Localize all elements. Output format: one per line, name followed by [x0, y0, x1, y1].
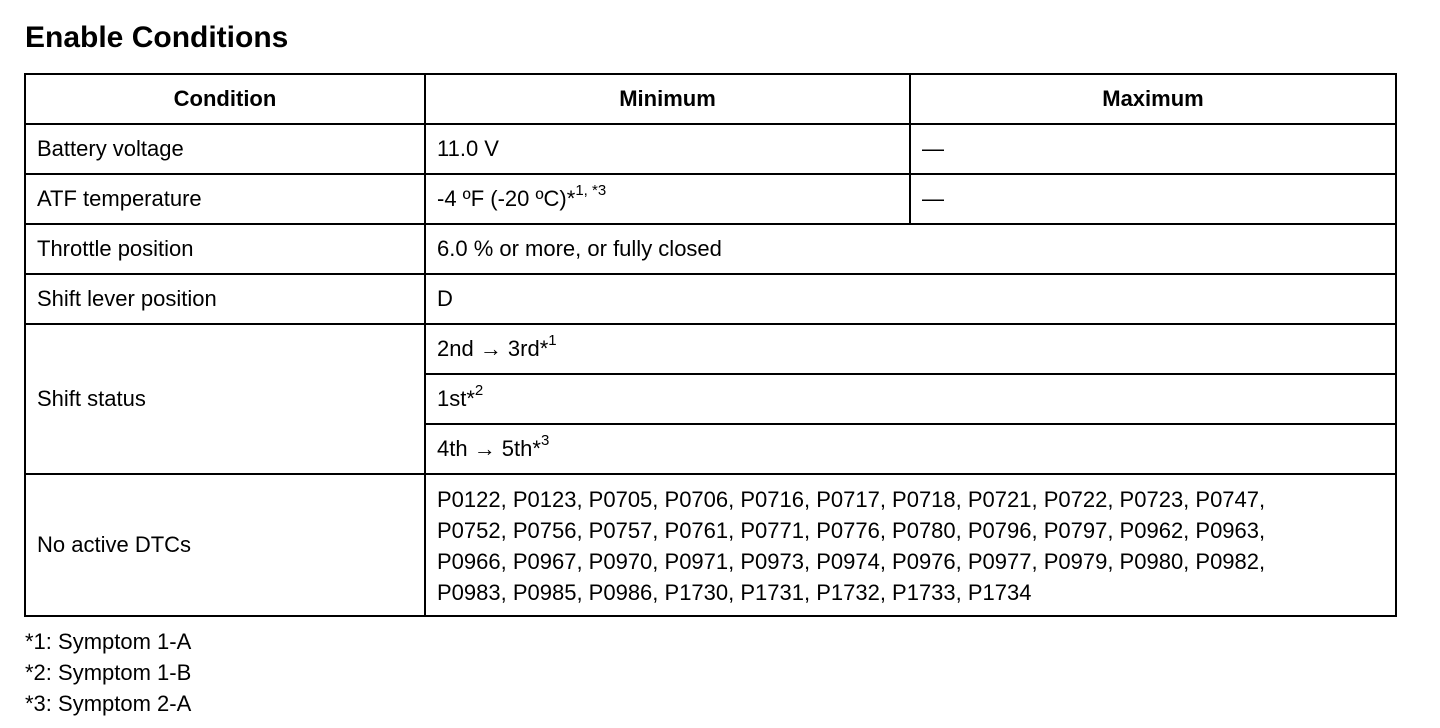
atf-min-footnote-ref: 1, *3: [575, 181, 607, 199]
dtcs-line: P0122, P0123, P0705, P0706, P0716, P0717, P0718, P0721, P0722, P0723, P0747,: [437, 487, 1266, 512]
footnote-2: *2: Symptom 1-B: [25, 660, 192, 685]
shift-status-text: 2nd → 3rd*: [437, 336, 549, 361]
table-row-shift-status-1: [25, 324, 1396, 374]
enable-conditions-table: [24, 73, 1397, 617]
dtcs-line: P0966, P0967, P0970, P0971, P0973, P0974, P0976, P0977, P0979, P0980, P0982,: [437, 549, 1266, 574]
shift-status-item: [425, 424, 1396, 474]
shift-status-text: 1st*: [437, 386, 475, 411]
header-minimum: Minimum: [425, 74, 910, 124]
table-header-row: [25, 74, 1396, 124]
throttle-label: Throttle position: [25, 224, 425, 274]
shift-status-footnote-ref: 1: [548, 331, 557, 349]
header-condition: Condition: [25, 74, 425, 124]
shift-lever-label: Shift lever position: [25, 274, 425, 324]
battery-max: —: [910, 124, 1396, 174]
footnotes: [25, 626, 191, 719]
dtcs-line: P0752, P0756, P0757, P0761, P0771, P0776, P0780, P0796, P0797, P0962, P0963,: [437, 518, 1266, 543]
table-row-dtcs: [25, 474, 1396, 616]
shift-lever-value: D: [425, 274, 1396, 324]
atf-min-cell: [425, 174, 910, 224]
table-row-throttle: [25, 224, 1396, 274]
dtcs-label: No active DTCs: [25, 474, 425, 616]
shift-status-label: Shift status: [25, 324, 425, 474]
dtcs-list: [425, 474, 1396, 616]
table-row-shift-lever: [25, 274, 1396, 324]
footnote-3: *3: Symptom 2-A: [25, 691, 192, 716]
battery-label: Battery voltage: [25, 124, 425, 174]
table-row-atf: [25, 174, 1396, 224]
battery-min: 11.0 V: [425, 124, 910, 174]
page-title: Enable Conditions: [25, 21, 289, 54]
footnote-1: *1: Symptom 1-A: [25, 629, 192, 654]
dtcs-line: P0983, P0985, P0986, P1730, P1731, P1732, P1733, P1734: [437, 580, 1032, 605]
shift-status-item: [425, 374, 1396, 424]
shift-status-footnote-ref: 2: [474, 381, 484, 399]
shift-status-footnote-ref: 3: [540, 431, 550, 449]
table-row-battery: [25, 124, 1396, 174]
shift-status-text: 4th → 5th*: [437, 436, 541, 461]
shift-status-item: [425, 324, 1396, 374]
header-maximum: Maximum: [910, 74, 1396, 124]
atf-min: -4 ºF (-20 ºC)*: [437, 186, 576, 211]
atf-label: ATF temperature: [25, 174, 425, 224]
throttle-value: 6.0 % or more, or fully closed: [425, 224, 1396, 274]
atf-max: —: [910, 174, 1396, 224]
